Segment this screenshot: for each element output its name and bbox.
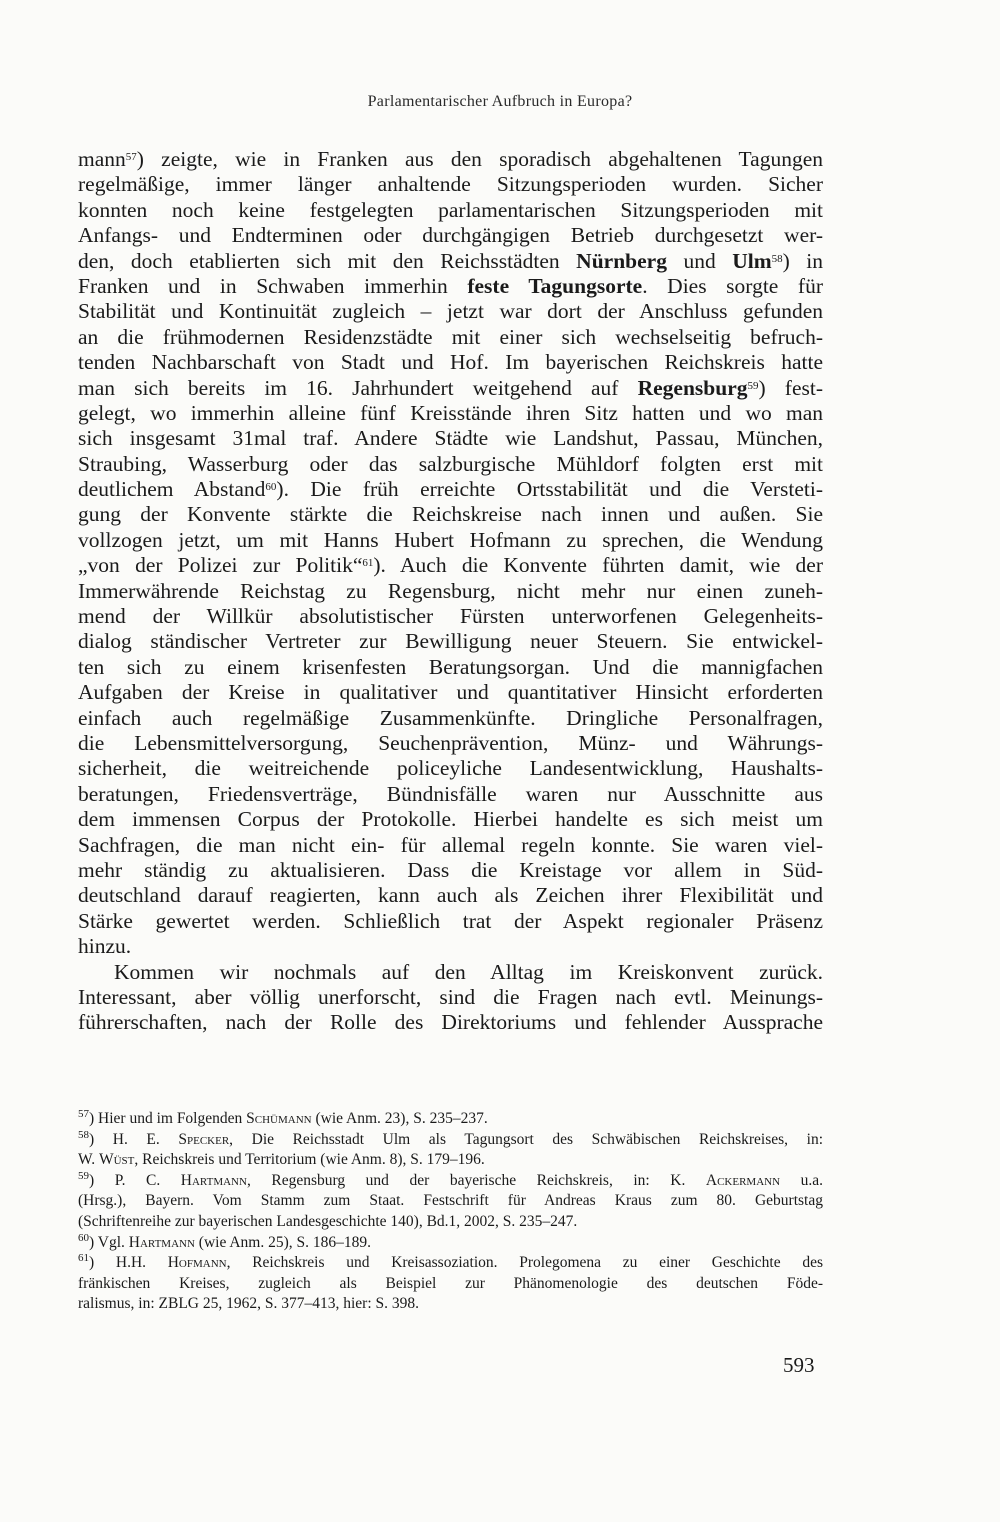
bold-term: Nürnberg — [576, 248, 667, 273]
text-line: Immerwährende Reichstag zu Regensburg, nicht mehr nur einen zuneh- — [78, 578, 823, 603]
text-line: an die frühmodernen Residenzstädte mit einer sich wechselseitig befruch- — [78, 324, 823, 349]
footnotes — [78, 1109, 823, 1315]
footnote-57: $^{57}$) Hier und im Folgenden Schümann (wie Anm. 23), S. 235–237. — [78, 1108, 488, 1127]
text-line: Stabilität und Kontinuität zugleich – jetzt war dort der Anschluss gefunden — [78, 299, 823, 324]
bold-term: Regensburg — [637, 375, 748, 400]
footnote-number: 60 — [78, 1231, 89, 1244]
footnote-59-cont: (Hrsg.), Bayern. Vom Stamm zum Staat. Festschrift für Andreas Kraus zum 80. Geburtstag — [78, 1192, 823, 1210]
footnote-59: $^{59}$) P. C. Hartmann, Regensburg und der bayerische Reichskreis, in: K. Ackermann u.a. — [78, 1169, 823, 1189]
author-name: Specker — [178, 1130, 230, 1148]
text-line: Stärke gewertet werden. Schließlich trat der Aspekt regionaler Präsenz — [78, 908, 823, 933]
text-line: „von der Polizei zur Politik“$^{61}$). Auch die Konvente führten damit, wie der — [78, 553, 823, 578]
footnote-ref[interactable]: 58 — [771, 252, 783, 265]
author-name: Hartmann — [128, 1233, 195, 1251]
footnote-ref[interactable]: 59 — [747, 379, 759, 392]
text-line: Interessant, aber völlig unerforscht, sind die Fragen nach evtl. Meinungs- — [78, 984, 823, 1009]
text-line: mann$^{57}$) zeigte, wie in Franken aus den sporadisch abgehaltenen Tagungen — [78, 147, 823, 171]
author-name: Wüst — [98, 1151, 135, 1169]
footnote-number: 58 — [78, 1128, 89, 1141]
text-line: beratungen, Friedensverträge, Bündnisfälle waren nur Ausschnitte aus — [78, 781, 823, 806]
text-line: sicherheit, die weitreichende policeyliche Landesentwicklung, Haushalts- — [78, 756, 823, 781]
text-line: Franken und in Schwaben immerhin feste Tagungsorte. Dies sorgte für — [78, 273, 823, 298]
text-line: mehr ständig zu aktualisieren. Dass die Kreistage vor allem in Süd- — [78, 857, 823, 882]
text-line: den, doch etablierten sich mit den Reichsstädten Nürnberg und Ulm$^{58}$) in — [78, 248, 824, 273]
footnote-58-cont: W. Wüst, Reichskreis und Territorium (wie Anm. 8), S. 179–196. — [78, 1151, 485, 1169]
text-line: einfach auch regelmäßige Zusammenkünfte. Dringliche Personalfragen, — [78, 705, 823, 730]
text-line: hinzu. — [78, 934, 132, 959]
author-name: Schümann — [246, 1110, 312, 1127]
body-text — [78, 147, 823, 1036]
footnote-number: 61 — [78, 1252, 89, 1265]
running-head: Parlamentarischer Aufbruch in Europa? — [367, 93, 633, 110]
footnote-61-cont: ralismus, in: ZBLG 25, 1962, S. 377–413, hier: S. 398. — [78, 1295, 419, 1313]
text-line: konnten noch keine festgelegten parlamentarischen Sitzungsperioden mit — [78, 197, 823, 222]
text-line: dem immensen Corpus der Protokolle. Hierbei handelte es sich meist um — [78, 807, 823, 832]
text-line: gelegt, wo immerhin alleine fünf Kreisstände ihren Sitz hatten und wo man — [78, 400, 823, 425]
footnote-59-cont: (Schriftenreihe zur bayerischen Landesgeschichte 140), Bd.1, 2002, S. 235–247. — [78, 1212, 578, 1230]
text-line: deutschland darauf reagierten, kann auch als Zeichen ihrer Flexibilität und — [78, 883, 823, 908]
author-name: Hofmann — [167, 1254, 227, 1272]
footnote-ref[interactable]: 57 — [125, 151, 137, 163]
author-name: Hartmann — [180, 1171, 247, 1189]
footnote-ref[interactable]: 60 — [265, 481, 277, 494]
text-line: mend der Willkür absolutistischer Fürsten unterworfenen Gelegenheits- — [78, 604, 823, 629]
bold-term: feste Tagungsorte — [467, 273, 643, 298]
page-number: 593 — [783, 1353, 815, 1377]
footnote-61: $^{61}$) H.H. Hofmann, Reichskreis und Kreisassoziation. Prolegomena zu einer Geschichte des — [78, 1252, 823, 1272]
text-line: tenden Nachbarschaft von Stadt und Hof. Im bayerischen Reichskreis hatte — [78, 350, 823, 375]
text-line: die Lebensmittelversorgung, Seuchenprävention, Münz- und Währungs- — [78, 730, 823, 755]
text-line: führerschaften, nach der Rolle des Direktoriums und fehlender Aussprache — [78, 1010, 823, 1035]
text-line: sich insgesamt 31mal traf. Andere Städte wie Landshut, Passau, München, — [78, 426, 823, 451]
footnote-ref[interactable]: 61 — [362, 557, 374, 570]
footnote-61-cont: fränkischen Kreises, zugleich als Beispiel zur Phänomenologie des deutschen Föde- — [78, 1274, 823, 1292]
text-line: ten sich zu einem krisenfesten Beratungsorgan. Und die mannigfachen — [78, 654, 823, 679]
text-line: gung der Konvente stärkte die Reichskreise nach innen und außen. Sie — [78, 502, 823, 527]
footnote-number: 59 — [78, 1169, 89, 1182]
text-line: man sich bereits im 16. Jahrhundert weitgehend auf Regensburg$^{59}$) fest- — [78, 375, 823, 400]
footnote-58: $^{58}$) H. E. Specker, Die Reichsstadt Ulm als Tagungsort des Schwäbischen Reichskreises, in: — [78, 1128, 823, 1148]
bold-term: Ulm — [732, 248, 772, 273]
text-line: Anfangs- und Endterminen oder durchgängigen Betrieb durchgesetzt wer- — [78, 223, 823, 248]
footnote-60: $^{60}$) Vgl. Hartmann (wie Anm. 25), S. 186–189. — [78, 1231, 372, 1251]
text-line: vollzogen jetzt, um mit Hanns Hubert Hofmann zu sprechen, die Wendung — [78, 527, 823, 552]
text-line: Kommen wir nochmals auf den Alltag im Kreiskonvent zurück. — [114, 959, 823, 984]
text-line: Straubing, Wasserburg oder das salzburgische Mühldorf folgten erst mit — [78, 451, 823, 476]
author-name: Ackermann — [705, 1171, 781, 1189]
text-line: deutlichem Abstand$^{60}$). Die früh erreichte Ortsstabilität und die Versteti- — [78, 477, 823, 502]
text-line: Aufgaben der Kreise in qualitativer und quantitativer Hinsicht erforderten — [78, 680, 823, 705]
text-line: regelmäßige, immer länger anhaltende Sitzungsperioden wurden. Sicher — [78, 172, 823, 197]
text-line: Sachfragen, die man nicht ein- für allemal regeln konnte. Sie waren viel- — [78, 832, 823, 857]
text-line: dialog ständischer Vertreter zur Bewilligung neuer Steuern. Sie entwickel- — [78, 629, 823, 654]
footnote-number: 57 — [78, 1108, 89, 1120]
